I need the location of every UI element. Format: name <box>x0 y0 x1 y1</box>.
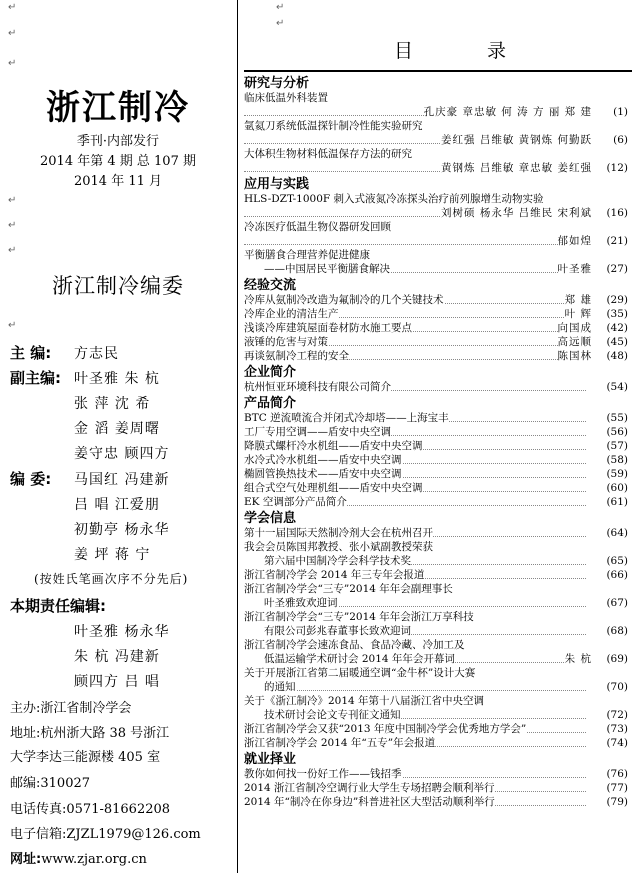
toc-entry-title: 水冷式冷水机组——盾安中央空调 <box>244 454 402 466</box>
toc-entry[interactable] <box>244 638 632 652</box>
toc-entry-title: 关于开展浙江省第二届暖通空调“金牛杯”设计大赛 <box>244 667 476 679</box>
toc-section-title: 企业简介 <box>244 365 297 380</box>
toc-entry-title: 组合式空气处理机组——盾安中央空调 <box>244 482 423 494</box>
return-mark-icon: ↵ <box>8 2 17 13</box>
toc-entry[interactable] <box>244 335 632 349</box>
deputy-editor-label: 副主编: <box>10 369 61 387</box>
return-mark-icon: ↵ <box>8 245 17 256</box>
toc-entry-title: 液锤的危害与对策 <box>244 336 328 348</box>
toc-entry-page: (68) <box>606 625 628 637</box>
toc-entry-title: 杭州恒亚环境科技有限公司简介 <box>244 381 391 393</box>
address-line: 大学李达三能源楼 405 室 <box>10 750 161 765</box>
toc-entry[interactable] <box>244 119 632 133</box>
toc-entry-page: (6) <box>613 134 628 146</box>
toc-entry-page: (79) <box>606 796 628 808</box>
return-mark-icon: ↵ <box>8 58 17 69</box>
board-members-label: 编 委: <box>10 470 52 488</box>
postcode: 邮编:310027 <box>10 776 91 791</box>
toc-entry-title: 平衡膳食合理营养促进健康 <box>244 249 370 261</box>
toc-entry-page: (64) <box>606 527 628 539</box>
toc-entry[interactable] <box>244 453 632 467</box>
return-mark-icon: ↵ <box>8 220 17 231</box>
toc-entry-title: 降膜式螺杆冷水机组——盾安中央空调 <box>244 440 423 452</box>
toc-entry[interactable] <box>244 610 632 624</box>
toc-entry-authors: 陈国林 <box>557 350 592 362</box>
toc-entry-page: (74) <box>606 737 628 749</box>
toc-entry[interactable] <box>244 425 632 439</box>
table-of-contents <box>244 0 636 873</box>
sponsor: 主办:浙江省制冷学会 <box>10 701 132 716</box>
deputy-editor-row: 叶圣雅 朱 杭 <box>74 371 160 387</box>
toc-entry-page: (56) <box>606 426 628 438</box>
toc-entry[interactable] <box>244 722 632 736</box>
toc-entry[interactable] <box>244 321 632 335</box>
toc-entry-title: HLS-DZT-1000F 刺入式液氮冷冻探头治疗前列腺增生动物实验 <box>244 193 544 205</box>
toc-entry-title: 浙江省制冷学会“三专”2014 年年会浙江万享科技 <box>244 611 474 623</box>
toc-entry-page: (73) <box>606 723 628 735</box>
column-divider <box>237 0 238 873</box>
toc-entry-title: 叶圣雅致欢迎词 <box>244 596 338 610</box>
board-member-row: 姜 坪 蒋 宁 <box>74 547 151 563</box>
toc-entry-title: 临床低温外科装置 <box>244 92 328 104</box>
toc-entry-page: (1) <box>613 106 628 118</box>
toc-entry-title: 冷库从氨制冷改造为氟制冷的几个关键技术 <box>244 294 444 306</box>
toc-entry[interactable] <box>244 439 632 453</box>
deputy-editor-row: 金 滔 姜周曙 <box>74 421 160 437</box>
toc-entry-title: 冷库企业的清洁生产 <box>244 308 339 320</box>
toc-entry-page: (35) <box>606 308 628 320</box>
toc-entry-authors: 朱 杭 <box>564 653 592 665</box>
toc-section-title: 研究与分析 <box>244 76 310 91</box>
toc-entry-title: 浙江省制冷学会 2014 年三专年会报道 <box>244 569 425 581</box>
toc-entry-title: 2014 年“制冷在你身边”科普进社区大型活动顺利举行 <box>244 796 495 808</box>
toc-entry-title: 浙江省制冷学会又获“2013 年度中国制冷学会优秀地方学会” <box>244 723 527 735</box>
toc-entry-authors: 高远顺 <box>557 336 592 348</box>
toc-entry-title: 2014 浙江省制冷空调行业大学生专场招聘会顺利举行 <box>244 782 495 794</box>
toc-entry[interactable] <box>244 147 632 161</box>
toc-entry-page: (16) <box>606 207 628 219</box>
toc-entry-page: (42) <box>606 322 628 334</box>
order-note: (按姓氏笔画次序不分先后) <box>34 572 189 586</box>
toc-entry-authors: 叶圣雅 <box>557 263 592 275</box>
toc-entry[interactable] <box>244 380 632 394</box>
toc-entry-page: (77) <box>606 782 628 794</box>
phone-fax: 电话传真:0571-81662208 <box>10 802 171 817</box>
toc-entry-title: 大体积生物材料低温保存方法的研究 <box>244 148 412 160</box>
toc-entry[interactable] <box>244 293 632 307</box>
toc-entry-page: (54) <box>606 381 628 393</box>
deputy-editor-row: 张 萍 沈 希 <box>74 396 151 412</box>
toc-entry-authors: 孔庆豪 章忠敏 何 涛 方 丽 郑 建 <box>423 106 592 118</box>
toc-entry-authors: 姜红强 吕维敏 黄钢炼 何勤跃 <box>440 134 592 146</box>
toc-entry-title: 冷冻医疗低温生物仪器研发回顾 <box>244 221 391 233</box>
toc-entry[interactable] <box>244 582 632 596</box>
toc-entry[interactable] <box>244 349 632 363</box>
toc-entry-authors: 郁如煌 <box>557 235 592 247</box>
toc-entry-title: 椭圆管换热技术——盾安中央空调 <box>244 468 402 480</box>
toc-entry[interactable] <box>244 248 632 262</box>
toc-entry[interactable] <box>244 568 632 582</box>
toc-entry-title: 第十一届国际天然制冷剂大会在杭州召开 <box>244 527 433 539</box>
toc-entry[interactable] <box>244 262 632 276</box>
toc-entry-page: (55) <box>606 412 628 424</box>
toc-entry-authors: 向国成 <box>557 322 592 334</box>
toc-entry[interactable] <box>244 495 632 509</box>
responsible-editor-row: 叶圣雅 杨永华 <box>74 624 170 640</box>
toc-entry[interactable] <box>244 708 632 722</box>
toc-entry[interactable] <box>244 105 632 119</box>
website-label: 网址: <box>10 852 42 867</box>
toc-entry[interactable] <box>244 481 632 495</box>
toc-entry-title: 技术研讨会论文专刊征文通知 <box>244 708 401 722</box>
toc-entry[interactable] <box>244 795 632 809</box>
toc-entry-page: (59) <box>606 468 628 480</box>
toc-heading: 目 录 <box>394 40 541 62</box>
toc-entry-page: (58) <box>606 454 628 466</box>
toc-entry[interactable] <box>244 161 632 175</box>
toc-entry-authors: 刘树硕 杨永华 吕维民 宋利斌 <box>440 207 592 219</box>
toc-entry-title: EK 空调部分产品简介 <box>244 496 347 508</box>
return-mark-icon: ↵ <box>276 2 285 13</box>
toc-entry[interactable] <box>244 680 632 694</box>
toc-entry[interactable] <box>244 234 632 248</box>
board-member-row: 马国红 冯建新 <box>74 472 170 488</box>
toc-entry[interactable] <box>244 596 632 610</box>
toc-entry-title: 有限公司彭兆春董事长致欢迎词 <box>244 624 411 638</box>
toc-entry-title: 第六届中国制冷学会科学技术奖 <box>244 554 411 568</box>
toc-entry[interactable] <box>244 781 632 795</box>
toc-entry-page: (61) <box>606 496 628 508</box>
toc-list <box>244 74 632 809</box>
toc-entry[interactable] <box>244 554 632 568</box>
toc-entry[interactable] <box>244 767 632 781</box>
toc-section-title: 经验交流 <box>244 278 297 293</box>
toc-entry-title: 氩氦刀系统低温探针制冷性能实验研究 <box>244 120 423 132</box>
board-member-row: 初勤亭 杨永华 <box>74 522 170 538</box>
toc-entry-page: (65) <box>606 555 628 567</box>
toc-entry-title: 浅谈冷库建筑屋面卷材防水施工要点 <box>244 322 412 334</box>
toc-entry[interactable] <box>244 192 632 206</box>
toc-entry-title: ——中国居民平衡膳食解决 <box>244 262 390 276</box>
toc-entry-title: 教你如何找一份好工作——钱招季 <box>244 768 402 780</box>
toc-section-title: 学会信息 <box>244 511 297 526</box>
toc-entry[interactable] <box>244 666 632 680</box>
responsible-editor-row: 朱 杭 冯建新 <box>74 649 160 665</box>
toc-entry-page: (69) <box>606 653 628 665</box>
email: 电子信箱:ZJZL1979@126.com <box>10 827 201 842</box>
website <box>10 848 147 867</box>
issue-number: 2014 年第 4 期 总 107 期 <box>40 154 196 169</box>
toc-entry[interactable] <box>244 91 632 105</box>
toc-entry-authors: 黄钢炼 吕维敏 章忠敏 姜红强 <box>440 162 592 174</box>
responsible-editors-label: 本期责任编辑: <box>10 597 106 615</box>
toc-entry-authors: 郑 雄 <box>564 294 592 306</box>
toc-entry-title: 我会会员陈国邦教授、张小斌副教授荣获 <box>244 541 433 553</box>
toc-entry-page: (72) <box>606 709 628 721</box>
toc-entry-authors: 叶 辉 <box>564 308 592 320</box>
masthead-column <box>0 0 236 873</box>
toc-section-title: 产品简介 <box>244 396 297 411</box>
deputy-editor-row: 姜守忠 顾四方 <box>74 446 170 462</box>
toc-entry[interactable] <box>244 736 632 750</box>
toc-entry-page: (48) <box>606 350 628 362</box>
toc-entry-page: (12) <box>606 162 628 174</box>
return-mark-icon: ↵ <box>276 18 285 29</box>
toc-entry[interactable] <box>244 220 632 234</box>
toc-entry[interactable] <box>244 206 632 220</box>
toc-entry-page: (67) <box>606 597 628 609</box>
toc-entry-title: 浙江省制冷学会 2014 年“五专”年会报道 <box>244 737 436 749</box>
editor-in-chief-name: 方志民 <box>74 346 119 362</box>
return-mark-icon: ↵ <box>8 195 17 206</box>
toc-entry[interactable] <box>244 624 632 638</box>
toc-section-title: 应用与实践 <box>244 177 310 192</box>
return-mark-icon: ↵ <box>8 28 17 39</box>
website-url: www.zjar.org.cn <box>41 852 147 867</box>
toc-entry-page: (29) <box>606 294 628 306</box>
toc-entry-page: (66) <box>606 569 628 581</box>
toc-entry-page: (57) <box>606 440 628 452</box>
toc-section-title: 就业择业 <box>244 752 297 767</box>
toc-entry-page: (45) <box>606 336 628 348</box>
toc-entry-title: 浙江省制冷学会“三专”2014 年年会副理事长 <box>244 583 453 595</box>
issue-date: 2014 年 11 月 <box>73 174 163 189</box>
toc-entry-title: 低温运输学术研讨会 2014 年年会开幕词 <box>244 652 455 666</box>
editor-in-chief-label: 主 编: <box>10 344 52 362</box>
toc-entry-title: 关于《浙江制冷》2014 年第十八届浙江省中央空调 <box>244 695 485 707</box>
board-member-row: 吕 唱 江爱朋 <box>74 497 160 513</box>
toc-entry[interactable] <box>244 540 632 554</box>
toc-entry[interactable] <box>244 411 632 425</box>
editorial-board-title: 浙江制冷编委 <box>52 274 184 298</box>
toc-entry[interactable] <box>244 307 632 321</box>
toc-entry[interactable] <box>244 526 632 540</box>
toc-entry[interactable] <box>244 133 632 147</box>
toc-rule <box>244 70 632 72</box>
toc-entry-page: (60) <box>606 482 628 494</box>
publication-type: 季刊·内部发行 <box>76 134 160 149</box>
toc-entry-page: (76) <box>606 768 628 780</box>
toc-entry-page: (27) <box>606 263 628 275</box>
toc-entry-title: BTC 逆流喷流合并闭式冷却塔——上海宝丰 <box>244 412 449 424</box>
toc-entry-title: 的通知 <box>244 680 296 694</box>
toc-entry[interactable] <box>244 467 632 481</box>
leader-dots <box>244 244 586 245</box>
return-mark-icon: ↵ <box>8 320 17 331</box>
toc-entry-title: 工厂专用空调——盾安中央空调 <box>244 426 391 438</box>
toc-entry-page: (21) <box>606 235 628 247</box>
address-line: 地址:杭州浙大路 38 号浙江 <box>10 726 170 741</box>
toc-entry-title: 再谈氨制冷工程的安全 <box>244 350 349 362</box>
magazine-title: 浙江制冷 <box>46 88 190 128</box>
toc-entry[interactable] <box>244 694 632 708</box>
toc-entry[interactable] <box>244 652 632 666</box>
toc-entry-page: (70) <box>606 681 628 693</box>
toc-entry-title: 浙江省制冷学会速冻食品、食品冷藏、冷加工及 <box>244 639 465 651</box>
responsible-editor-row: 顾四方 吕 唱 <box>74 674 160 690</box>
